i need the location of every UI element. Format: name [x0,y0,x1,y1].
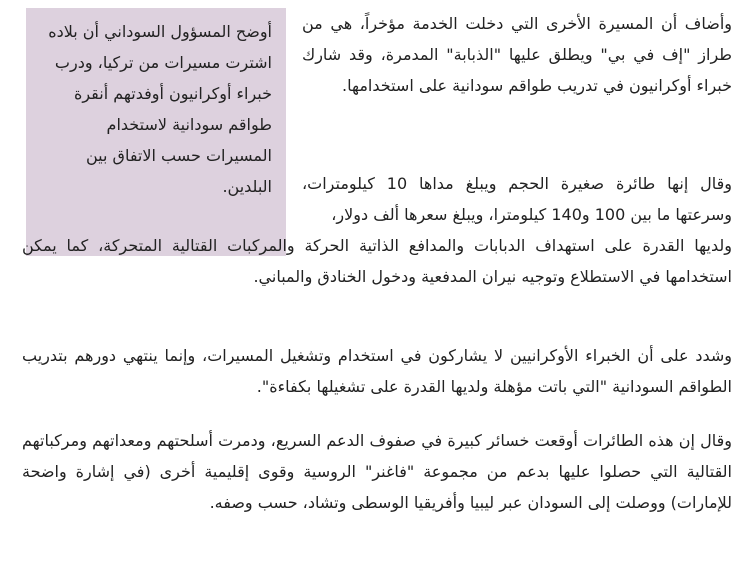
paragraph-drone-specs: وقال إنها طائرة صغيرة الحجم ويبلغ مداها 10 كيلومترات، وسرعتها ما بين 100 و140 كيلومترا، ويبلغ سعرها ألف دولار، [302,174,732,224]
paragraph-drone-capabilities: ولديها القدرة على استهداف الدبابات والمدافع الذاتية الحركة والمركبات القتالية المتحركة، كما يمكن استخدامها في الاستطلاع وتوجيه نيران المدفعية ودخول الخنادق والمباني. [22,236,732,286]
paragraph-ukrainian-experts: وشدد على أن الخبراء الأوكرانيين لا يشاركون في استخدام وتشغيل المسيرات، وإنما ينتهي دورهم بتدريب الطواقم السودانية "التي باتت مؤهلة ولديها القدرة على تشغيلها بكفاءة". [22,346,732,396]
pullquote-box: أوضح المسؤول السوداني أن بلاده اشترت مسيرات من تركيا، ودرب خبراء أوكرانيون أوفدتهم أنقرة طواقم سودانية لاستخدام المسيرات حسب الاتفاق بين البلدين. [26,8,286,256]
paragraph-drone-fpv: وأضاف أن المسيرة الأخرى التي دخلت الخدمة مؤخراً، هي من طراز "إف في بي" ويطلق عليها "الذبابة" المدمرة، وقد شارك خبراء أوكرانيون في تدريب طواقم سودانية على استخدامها. [302,14,732,95]
paragraph-losses: وقال إن هذه الطائرات أوقعت خسائر كبيرة في صفوف الدعم السريع، ودمرت أسلحتهم ومعداتهم ومركباتهم القتالية التي حصلوا عليها بدعم من مجموعة "فاغنر" الروسية وقوى إقليمية أخرى (في إشارة واضحة للإمارات) ووصلت إلى السودان عبر ليبيا وأفريقيا الوسطى وتشاد، حسب وصفه. [22,431,732,512]
